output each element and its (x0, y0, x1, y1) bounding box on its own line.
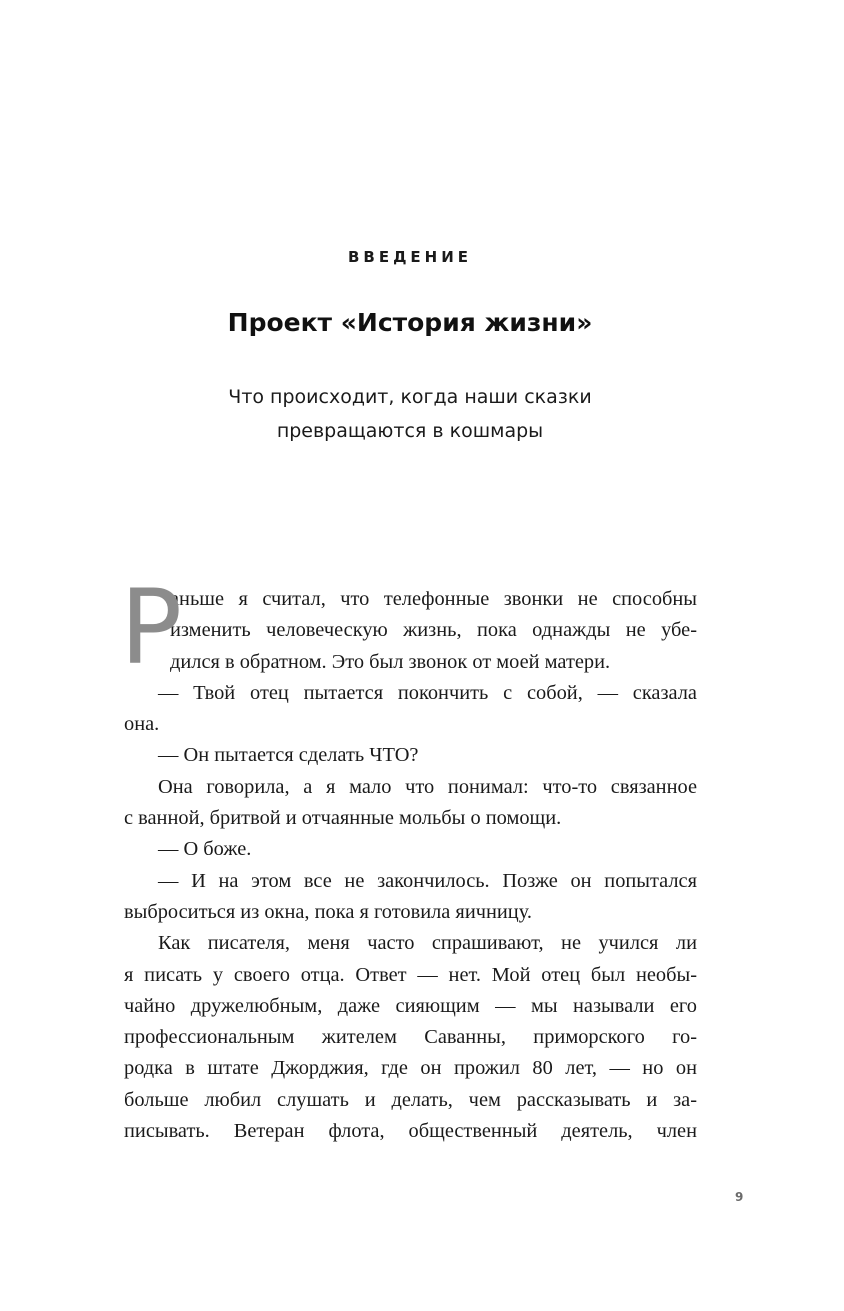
text-line: чайно дружелюбным, даже сияющим — мы называли его (124, 994, 697, 1017)
subtitle-line: превращаются в кошмары (276, 420, 544, 442)
text-line: — Твой отец пытается покончить с собой, — сказала (158, 681, 697, 704)
text-line: изменить человеческую жизнь, пока однажды не убе- (170, 619, 697, 642)
page-number: 9 (735, 1190, 744, 1204)
text-line: я писать у своего отца. Ответ — нет. Мой отец был необы- (124, 963, 697, 986)
body-text (120, 568, 697, 1147)
text-line: писывать. Ветеран флота, общественный деятель, член (124, 1120, 697, 1143)
text-line: — И на этом все не закончилось. Позже он попытался (158, 869, 697, 892)
subtitle-line: Что происходит, когда наши сказки (228, 386, 592, 408)
drop-cap: Р (120, 568, 183, 688)
text-line: аньше я считал, что телефонные звонки не способны (170, 588, 697, 610)
text-line: дился в обратном. Это был звонок от моей матери. (170, 650, 611, 673)
text-line: профессиональным жителем Саванны, приморского го- (124, 1026, 697, 1049)
text-line: Как писателя, меня часто спрашивают, не учился ли (158, 932, 697, 955)
text-line: родка в штате Джорджия, где он прожил 80 лет, — но он (124, 1057, 697, 1080)
text-line: — О боже. (158, 838, 252, 861)
section-label: ВВЕДЕНИЕ (347, 248, 473, 266)
text-line: с ванной, бритвой и отчаянные мольбы о помощи. (124, 807, 562, 830)
text-line: Она говорила, а я мало что понимал: что-то связанное (158, 775, 697, 798)
chapter-title: Проект «История жизни» (227, 308, 593, 337)
chapter-subtitle (0, 380, 820, 448)
text-line: выброситься из окна, пока я готовила яичницу. (124, 900, 532, 923)
text-line: — Он пытается сделать ЧТО? (158, 744, 419, 767)
text-line: больше любил слушать и делать, чем рассказывать и за- (124, 1088, 697, 1111)
text-line: она. (124, 713, 160, 736)
